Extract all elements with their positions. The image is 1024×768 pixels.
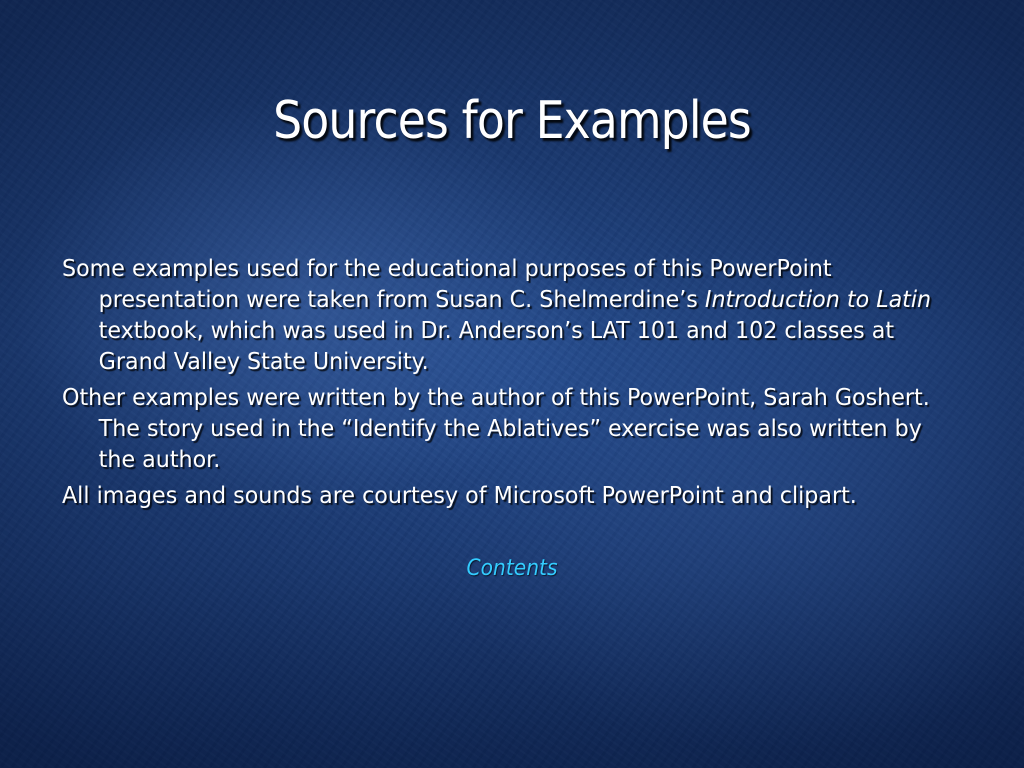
slide-title: Sources for Examples bbox=[273, 91, 751, 151]
book-title: Introduction to Latin bbox=[704, 287, 932, 313]
paragraph-sources-media: All images and sounds are courtesy of Microsoft PowerPoint and clipart. bbox=[62, 483, 857, 509]
contents-link[interactable]: Contents bbox=[466, 556, 558, 581]
paragraph-text: textbook, which was used in Dr. Anderson’s LAT 101 and 102 classes at Grand Valley State University. bbox=[98, 318, 895, 375]
contents-link-row bbox=[41, 556, 983, 581]
paragraph-text: Some examples used for the educational purposes of this PowerPoint presentation were taken from Susan C. Shelmerdine’s bbox=[62, 256, 832, 313]
paragraph-sources-textbook bbox=[62, 254, 940, 378]
paragraph-sources-author: Other examples were written by the author of this PowerPoint, Sarah Goshert. The story used in the “Identify the Ablatives” exercise was also written by the author. bbox=[62, 385, 930, 473]
slide-body bbox=[62, 254, 940, 517]
